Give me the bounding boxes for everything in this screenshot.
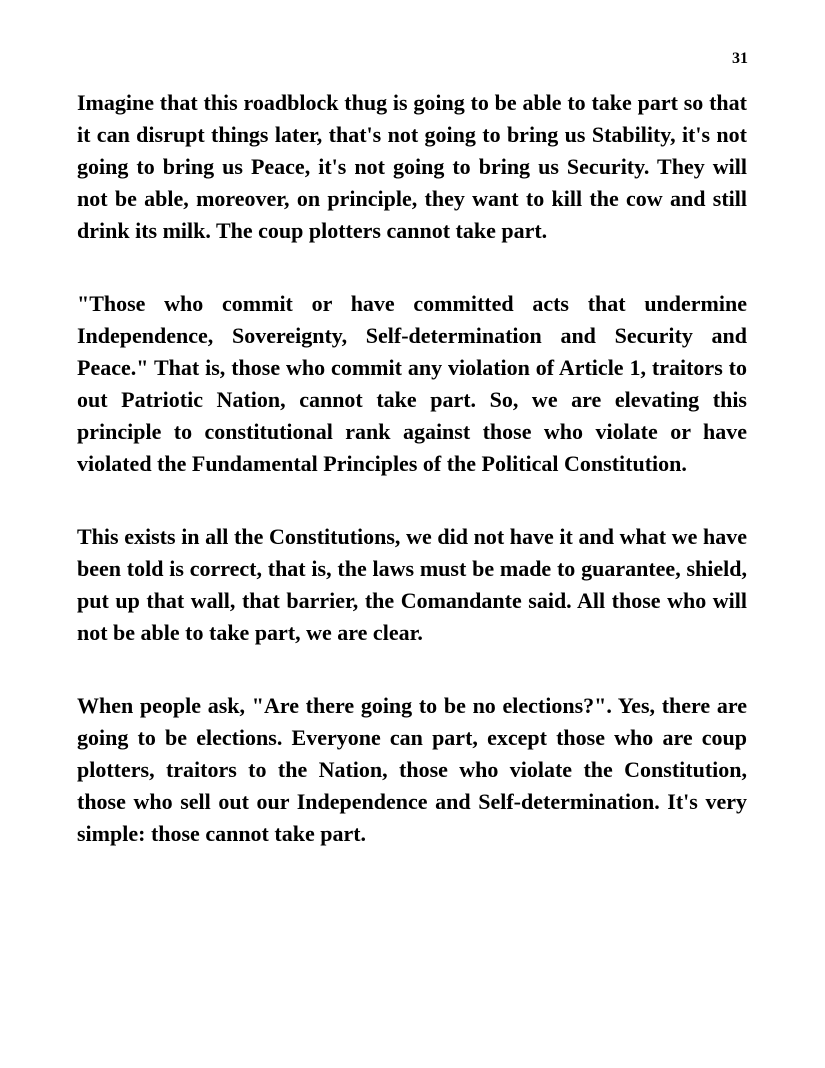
page-number: 31 (732, 50, 748, 67)
body-text (77, 87, 747, 891)
paragraph-3: This exists in all the Constitutions, we did not have it and what we have been told is correct, that is, the laws must be made to guarantee, shield, put up that wall, that barrier, the Comandante said. All those who will not be able to take part, we are clear. (77, 524, 747, 645)
paragraph-4: When people ask, "Are there going to be no elections?". Yes, there are going to be elections. Everyone can part, except those who are coup plotters, traitors to the Nation, those who violate the Constitution, those who sell out our Independence and Self-determination. It's very simple: those cannot take part. (77, 693, 747, 846)
paragraph-1: Imagine that this roadblock thug is going to be able to take part so that it can disrupt things later, that's not going to bring us Stability, it's not going to bring us Peace, it's not going to bring us Security. They will not be able, moreover, on principle, they want to kill the cow and still drink its milk. The coup plotters cannot take part. (77, 90, 747, 243)
paragraph-2: "Those who commit or have committed acts that undermine Independence, Sovereignty, Self-determination and Security and Peace." That is, those who commit any violation of Article 1, traitors to out Patriotic Nation, cannot take part. So, we are elevating this principle to constitutional rank against those who violate or have violated the Fundamental Principles of the Political Constitution. (77, 291, 747, 476)
